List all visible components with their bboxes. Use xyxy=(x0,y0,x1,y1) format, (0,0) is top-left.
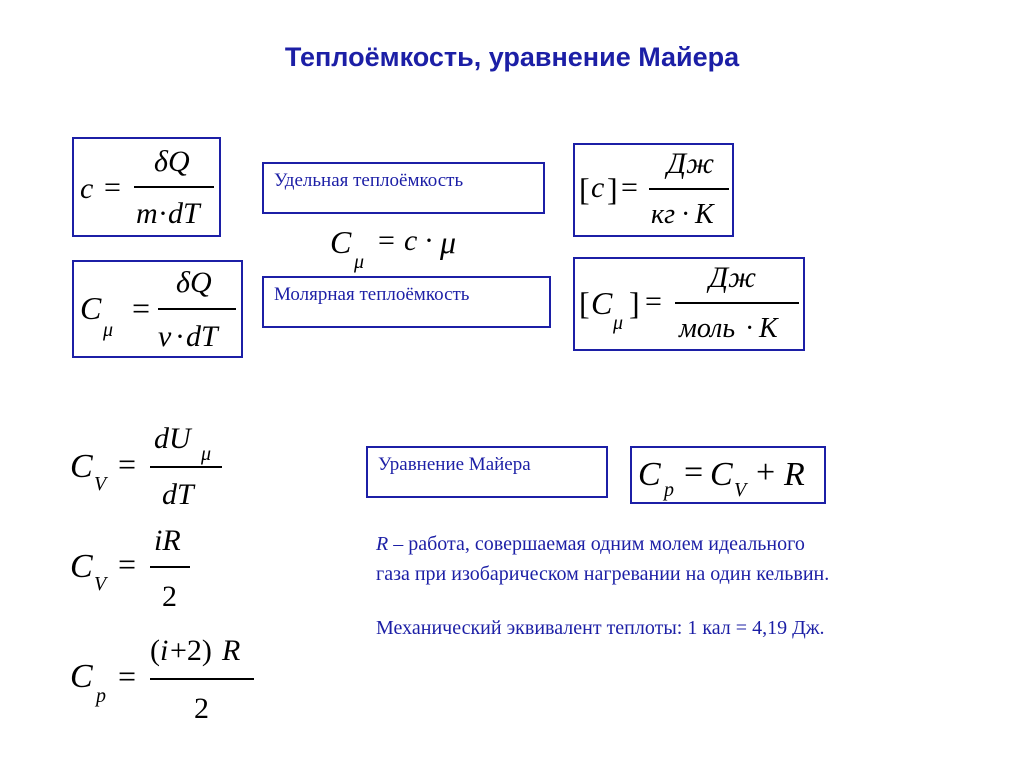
mid-mu: μ xyxy=(440,224,457,260)
f1-lhs: c xyxy=(80,172,94,205)
page-title: Теплоёмкость, уравнение Майера xyxy=(284,42,740,72)
f1-numerator: δQ xyxy=(154,145,190,178)
mayer-label: Уравнение Майера xyxy=(378,454,531,475)
u1-fraction-bar xyxy=(649,188,729,190)
mid-dot: · xyxy=(424,224,434,257)
mayer-r: R xyxy=(784,456,805,493)
specific-heat-formula-box xyxy=(72,137,221,237)
u1-bracket-right: ] xyxy=(607,171,618,207)
cp-lhs: C xyxy=(70,658,93,695)
mid-eq: = xyxy=(378,224,395,257)
r-definition-line-1 xyxy=(376,529,976,559)
cp-eq: = xyxy=(118,658,137,694)
cv2-numerator: iR xyxy=(154,524,181,557)
f1-den-m: m xyxy=(136,197,158,230)
specific-heat-unit-box xyxy=(573,143,734,237)
mid-lhs: C xyxy=(330,224,352,260)
mayer-eq: = xyxy=(684,454,704,491)
r-definition-note xyxy=(376,529,976,589)
u2-den-k: К xyxy=(759,313,778,344)
u1-numerator: Дж xyxy=(667,147,714,180)
mayer-lhs: C xyxy=(638,456,661,493)
u2-den-mol: моль xyxy=(679,313,736,344)
u1-c: c xyxy=(591,171,605,204)
cv2-lhs: C xyxy=(70,548,93,585)
molar-heat-label: Молярная теплоёмкость xyxy=(274,284,470,305)
u1-bracket-left: [ xyxy=(579,171,590,207)
cp-denominator: 2 xyxy=(194,692,209,725)
u2-bracket-right: ] xyxy=(629,285,640,321)
cv1-sub: V xyxy=(94,473,107,495)
mayer-cv-sub: V xyxy=(734,479,747,501)
specific-heat-label: Удельная теплоёмкость xyxy=(274,170,464,191)
u2-den-dot: · xyxy=(745,313,755,344)
mid-c: c xyxy=(404,224,418,257)
mayer-plus: + xyxy=(756,454,776,491)
u2-eq: = xyxy=(645,285,662,318)
cp-fraction-bar xyxy=(150,678,254,680)
r-symbol: R xyxy=(376,533,389,555)
molar-heat-formula-box xyxy=(72,260,243,358)
f1-den-dot: · xyxy=(158,197,168,230)
f2-den-nu: ν xyxy=(158,320,172,353)
mid-sub: μ xyxy=(354,251,365,273)
cv1-numerator-sub: μ xyxy=(201,443,212,465)
f1-den-dt: dT xyxy=(168,197,200,230)
cv1-numerator: dU xyxy=(154,422,191,455)
mayer-cv: C xyxy=(710,456,733,493)
cv1-lhs: C xyxy=(70,448,93,485)
molar-heat-label-box xyxy=(262,276,551,328)
cv2-denominator: 2 xyxy=(162,580,177,613)
mayer-label-box xyxy=(366,446,608,498)
r-definition-line-2: газа при изобарическом нагревании на один кельвин. xyxy=(376,563,830,585)
f2-lhs: C xyxy=(80,290,102,326)
cv1-denominator: dT xyxy=(162,478,194,511)
u2-numerator: Дж xyxy=(709,261,756,294)
f2-eq: = xyxy=(132,290,151,326)
cp-num-i: i xyxy=(160,634,169,667)
f2-numerator: δQ xyxy=(176,266,212,299)
molar-heat-unit-box xyxy=(573,257,805,351)
mayer-formula-box xyxy=(630,446,826,504)
f1-eq: = xyxy=(104,171,121,204)
cv2-sub: V xyxy=(94,573,107,595)
cp-num-r: R xyxy=(222,634,241,667)
cv1-fraction-bar xyxy=(150,466,222,468)
f2-sub: μ xyxy=(103,319,114,341)
cp-sub: p xyxy=(96,685,106,707)
f2-den-dt: dT xyxy=(186,320,218,353)
cv2-eq: = xyxy=(118,546,137,582)
cv1-eq: = xyxy=(118,446,137,482)
cp-num-plus: +2) xyxy=(170,634,212,667)
cv2-fraction-bar xyxy=(150,566,190,568)
u2-bracket-left: [ xyxy=(579,285,590,321)
u1-den-k: К xyxy=(695,199,714,230)
f2-den-dot: · xyxy=(175,320,185,353)
r-definition-text: – работа, совершаемая одним молем идеального xyxy=(388,533,805,555)
u2-c: C xyxy=(591,285,613,321)
u2-sub: μ xyxy=(613,312,624,334)
u2-fraction-bar xyxy=(675,302,799,304)
specific-heat-label-box xyxy=(262,162,545,214)
u1-den-kg: кг xyxy=(651,199,676,230)
u1-den-dot: · xyxy=(681,199,691,230)
cp-num-open: ( xyxy=(150,634,160,667)
f2-fraction-bar xyxy=(158,308,236,310)
mechanical-equivalent-note: Механический эквивалент теплоты: 1 кал = 4,19 Дж. xyxy=(376,617,825,639)
mayer-lhs-sub: p xyxy=(664,479,674,501)
u1-eq: = xyxy=(621,171,638,204)
f1-fraction-bar xyxy=(134,186,214,188)
